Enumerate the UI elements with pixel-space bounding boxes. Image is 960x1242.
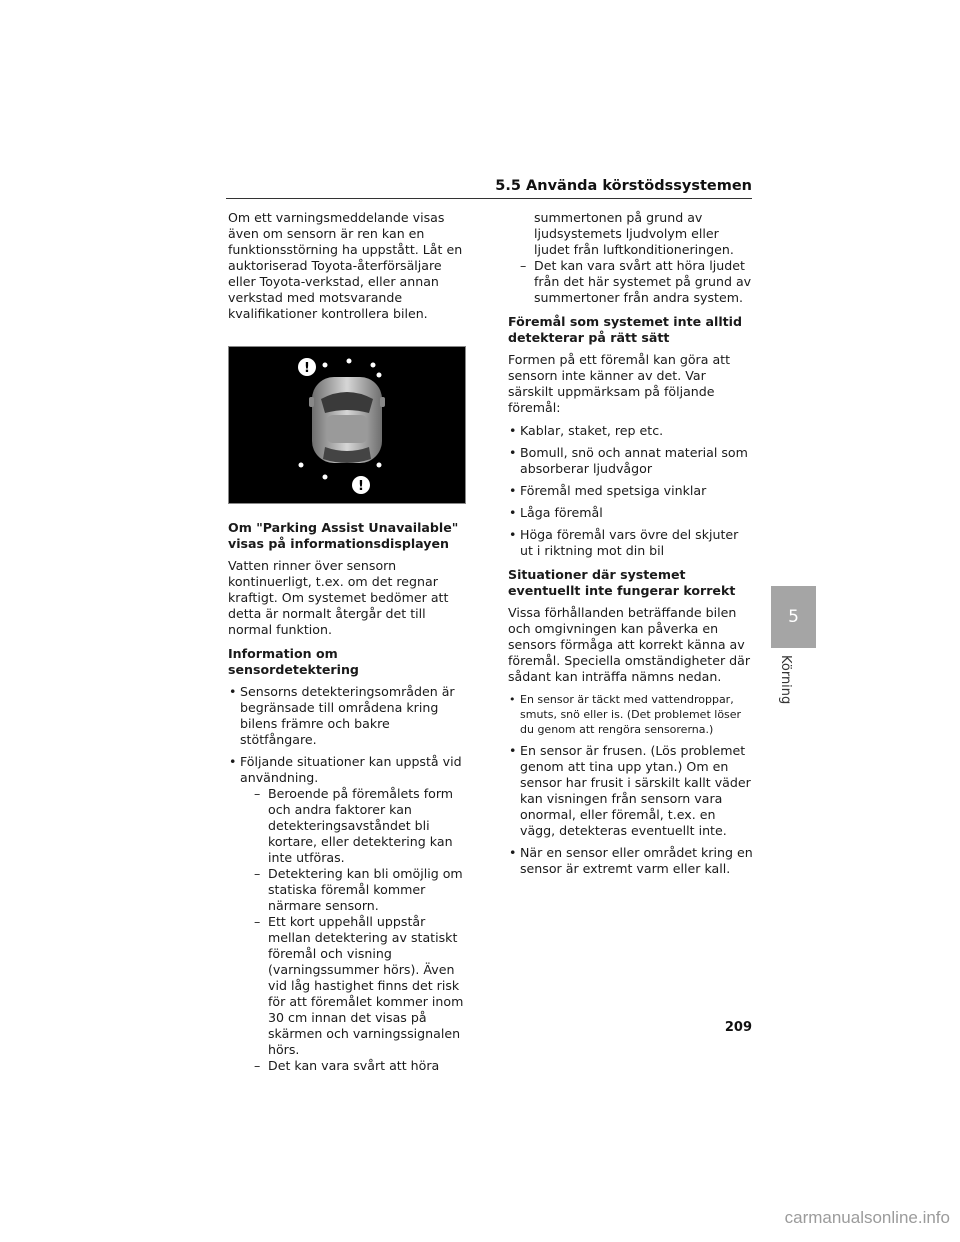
rear-sensor-dot [323,475,328,480]
intro-paragraph: Om ett varningsmeddelande visas även om sensorn är ren kan en funktionsstörning ha uppstått. Låt en auktoriserad Toyota-återförsäljare eller Toyota-verkstad, eller annan verkstad med motsvarande kvalifikationer kontrollera bilen. [228,210,463,321]
shape-paragraph: Formen på ett föremål kan göra att sensorn inte känner av det. Var särskilt uppmärksam på följande föremål: [508,352,731,415]
page-number: 209 [724,1020,752,1035]
rear-sensor-dot [377,463,382,468]
rear-sensor-dot [299,463,304,468]
sub-list-item: – Det kan vara svårt att höra [240,1058,470,1074]
list-item: • En sensor är frusen. (Lös problemet genom att tina upp ytan.) Om en sensor har frusit i särskilt kallt väder kan visningen från sensorn vara onormal, eller föremål, t.ex. en vägg, detekteras eventuellt inte. [508,743,754,839]
sub-list [240,786,470,1074]
front-sensor-dot [347,359,352,364]
continued-text: summertonen på grund av ljudsystemets ljudvolym eller ljudet från luftkonditioneringen. [534,210,734,257]
water-paragraph: Vatten rinner över sensorn kontinuerligt, t.ex. om det regnar kraftigt. Om systemet bedömer att detta är normalt återgår det till normal funktion. [228,558,449,637]
heading-situations: Situationer där systemet eventuellt inte fungerar korrekt [508,567,736,598]
right-column [508,210,754,883]
list-item: • En sensor är täckt med vattendroppar, smuts, snö eller is. (Det problemet löser du genom att rengöra sensorerna.) [508,692,754,737]
left-column [228,210,470,1080]
list-item: • När en sensor eller området kring en sensor är extremt varm eller kall. [508,845,754,877]
front-sensor-dot [377,373,382,378]
list-item: • Kablar, staket, rep etc. [508,423,754,439]
list-item: • Föremål med spetsiga vinklar [508,483,754,499]
section-header: 5.5 Använda körstödssystemen [226,178,752,199]
situations-list [508,692,754,877]
list-item: • Låga föremål [508,505,754,521]
front-sensor-dot [371,363,376,368]
warning-icon [352,476,370,494]
sub-list-item: – Detektering kan bli omöjlig om statiska föremål kommer närmare sensorn. [240,866,470,914]
sensor-display-svg [229,347,465,503]
list-item [228,754,470,1074]
heading-objects: Föremål som systemet inte alltid detekterar på rätt sätt [508,314,743,345]
front-sensor-dot [323,363,328,368]
sub-list [508,258,754,306]
chapter-tab: 5 [771,586,816,648]
watermark: carmanualsonline.info [784,1208,950,1227]
objects-list [508,423,754,559]
list-item: • Bomull, snö och annat material som absorberar ljudvågor [508,445,754,477]
chapter-tab-label: Körning [778,655,793,705]
warning-icon [298,358,316,376]
heading-unavailable: Om "Parking Assist Unavailable" visas på informationsdisplayen [228,520,459,551]
list-item: • Sensorns detekteringsområden är begränsade till områdena kring bilens främre och bakre stötfångare. [228,684,470,748]
situations-paragraph: Vissa förhållanden beträffande bilen och omgivningen kan påverka en sensors förmåga att korrekt känna av föremål. Speciella omständigheter där sådant kan inträffa nämns nedan. [508,605,751,684]
list-item: • Höga föremål vars övre del skjuter ut i riktning mot din bil [508,527,754,559]
heading-sensor-detection: Information om sensordetektering [228,646,359,677]
car-icon [309,377,385,463]
sensor-detection-list [228,684,470,1074]
sub-list-item: – Beroende på föremålets form och andra faktorer kan detekteringsavståndet bli kortare, eller detektering kan inte utföras. [240,786,470,866]
sub-list-item: – Ett kort uppehåll uppstår mellan detektering av statiskt föremål och visning (varningssummer hörs). Även vid låg hastighet finns det risk för att föremålet kommer inom 30 cm innan det visas på skärmen och varningssignalen hörs. [240,914,470,1058]
list-item-text: Följande situationer kan uppstå vid användning. [240,754,462,785]
svg-text:!: ! [304,361,310,376]
parking-sensor-figure [228,346,466,504]
sub-list-item: – Det kan vara svårt att höra ljudet från det här systemet på grund av summertoner från andra system. [508,258,754,306]
svg-text:!: ! [358,479,364,494]
